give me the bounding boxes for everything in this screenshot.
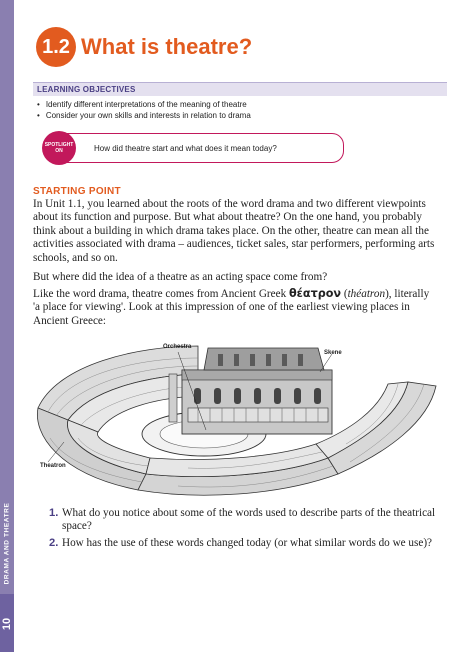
starting-point-heading: STARTING POINT: [33, 186, 121, 197]
label-skene: Skene: [324, 350, 342, 356]
spotlight-question: How did theatre start and what does it mean today?: [94, 143, 277, 153]
starting-point-paragraph-1: In Unit 1.1, you learned about the roots of the word drama and two different viewpoints about its function and purpose. But what about theatre? On the one hand, you probably think about a building in which drama takes place. On the other, theatre can mean all the activities associated with drama – audiences, ticket sales, star performers, performing arts schools, and so on.: [33, 198, 435, 264]
objective-item: • Consider your own skills and interests in relation to drama: [37, 110, 443, 121]
paragraph-3-text: ), literally 'a place for viewing'. Look at this impression of one of the earliest viewing places in Ancient Greece:: [33, 288, 430, 327]
paragraph-3-text: (: [341, 288, 348, 300]
learning-objectives-heading: LEARNING OBJECTIVES: [33, 82, 447, 96]
spotlight-badge: [42, 131, 76, 165]
question-item: [49, 537, 439, 550]
question-item: [49, 507, 439, 533]
page-header: [36, 28, 252, 66]
question-number: 2.: [49, 537, 59, 549]
starting-point-paragraph-3: [33, 287, 437, 328]
section-number-badge: 1.2: [36, 27, 76, 67]
greek-theatre-illustration: [28, 334, 440, 500]
label-orchestra: Orchestra: [163, 344, 192, 350]
label-theatron: Theatron: [40, 463, 66, 469]
spotlight-badge-line2: ON: [55, 148, 63, 154]
spotlight-badge-line1: SPOTLIGHT: [44, 142, 74, 148]
page-sidebar: [0, 0, 14, 652]
spotlight-box: [46, 133, 344, 163]
question-number: 1.: [49, 507, 59, 519]
greek-word: θέατρον: [288, 287, 342, 300]
objective-item: • Identify different interpretations of the meaning of theatre: [37, 99, 443, 110]
questions-list: [49, 507, 439, 554]
paragraph-3-text: Like the word drama, theatre comes from Ancient Greek: [33, 288, 289, 300]
page-number: 10: [1, 617, 13, 631]
theatre-drawing: [28, 334, 440, 500]
page-number-tab: [0, 594, 14, 652]
question-text: What do you notice about some of the words used to describe parts of the theatrical space?: [62, 507, 436, 532]
question-text: How has the use of these words changed today (or what similar words do we use)?: [62, 537, 433, 549]
transliteration: théatron: [347, 288, 386, 300]
page-title: What is theatre?: [81, 34, 253, 59]
starting-point-paragraph-2: But where did the idea of a theatre as an acting space come from?: [33, 271, 328, 283]
learning-objectives-list: [33, 96, 447, 121]
learning-objectives-box: [33, 82, 447, 121]
sidebar-section-label: DRAMA AND THEATRE: [3, 502, 11, 585]
